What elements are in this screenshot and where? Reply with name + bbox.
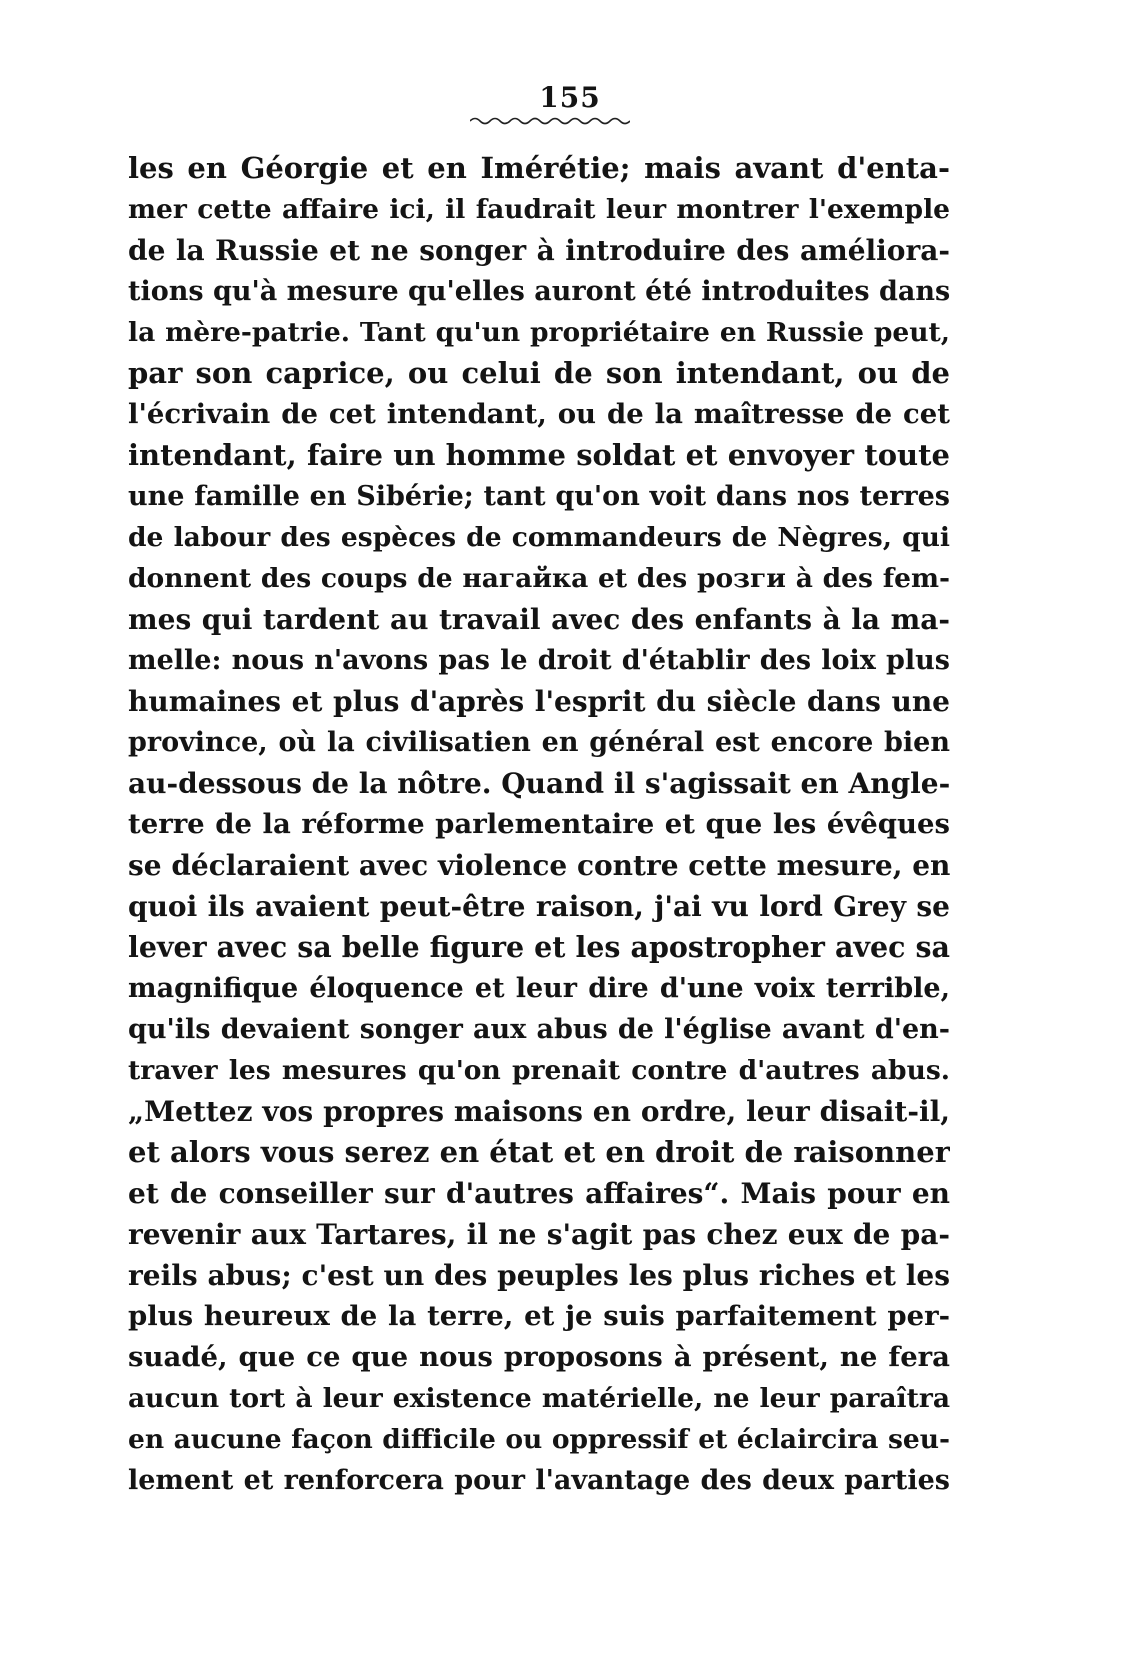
text-line: la mère-patrie. Tant qu'un propriétaire en Russie peut, <box>128 317 950 348</box>
text-line: et de conseiller sur d'autres affaires“. Mais pour en <box>128 1177 950 1210</box>
text-line: et alors vous serez en état et en droit de raisonner <box>128 1135 950 1169</box>
text-line: en aucune façon difficile ou oppressif et éclaircira seu- <box>128 1424 950 1455</box>
text-line: reils abus; c'est un des peuples les plus riches et les <box>128 1259 950 1292</box>
text-line: une famille en Sibérie; tant qu'on voit dans nos terres <box>128 481 950 512</box>
wavy-ornament-icon <box>470 116 630 126</box>
text-line: se déclaraient avec violence contre cette mesure, en <box>128 849 950 882</box>
text-line: de la Russie et ne songer à introduire des améliora- <box>128 234 950 267</box>
text-line: „Mettez vos propres maisons en ordre, leur disait-il, <box>128 1095 950 1128</box>
text-line: donnent des coups de нагайка et des розги à des fem- <box>128 563 950 594</box>
text-line: lever avec sa belle figure et les apostropher avec sa <box>128 930 950 964</box>
text-line: tions qu'à mesure qu'elles auront été introduites dans <box>128 276 950 307</box>
text-line: au-dessous de la nôtre. Quand il s'agissait en Angle- <box>128 767 950 800</box>
text-line: humaines et plus d'après l'esprit du siècle dans une <box>128 685 950 718</box>
text-line: les en Géorgie et en Imérétie; mais avant d'enta- <box>128 151 950 185</box>
text-line: qu'ils devaient songer aux abus de l'église avant d'en- <box>128 1014 950 1045</box>
text-line: mer cette affaire ici, il faudrait leur montrer l'exemple <box>128 194 950 225</box>
page-number: 155 <box>539 81 601 114</box>
text-line: lement et renforcera pour l'avantage des deux parties <box>128 1465 950 1496</box>
text-line: terre de la réforme parlementaire et que les évêques <box>128 808 950 840</box>
text-line: de labour des espèces de commandeurs de Nègres, qui <box>128 522 950 553</box>
text-line: melle: nous n'avons pas le droit d'établir des loix plus <box>128 645 950 676</box>
text-line: plus heureux de la terre, et je suis parfaitement per- <box>128 1300 950 1332</box>
text-line: traver les mesures qu'on prenait contre d'autres abus. <box>128 1055 950 1086</box>
body-text <box>128 148 950 1501</box>
text-line: intendant, faire un homme soldat et envoyer toute <box>128 438 950 472</box>
text-line: suadé, que ce que nous proposons à présent, ne fera <box>128 1341 950 1373</box>
text-line: revenir aux Tartares, il ne s'agit pas chez eux de pa- <box>128 1218 950 1251</box>
text-line: l'écrivain de cet intendant, ou de la maîtresse de cet <box>128 398 950 430</box>
text-line: province, où la civilisatien en général est encore bien <box>128 727 950 758</box>
text-line: par son caprice, ou celui de son intendant, ou de <box>128 356 950 390</box>
text-line: quoi ils avaient peut-être raison, j'ai vu lord Grey se <box>128 890 950 923</box>
text-line: aucun tort à leur existence matérielle, ne leur paraîtra <box>128 1383 950 1414</box>
text-line: mes qui tardent au travail avec des enfants à la ma- <box>128 603 950 636</box>
text-line: magnifique éloquence et leur dire d'une voix terrible, <box>128 973 950 1004</box>
